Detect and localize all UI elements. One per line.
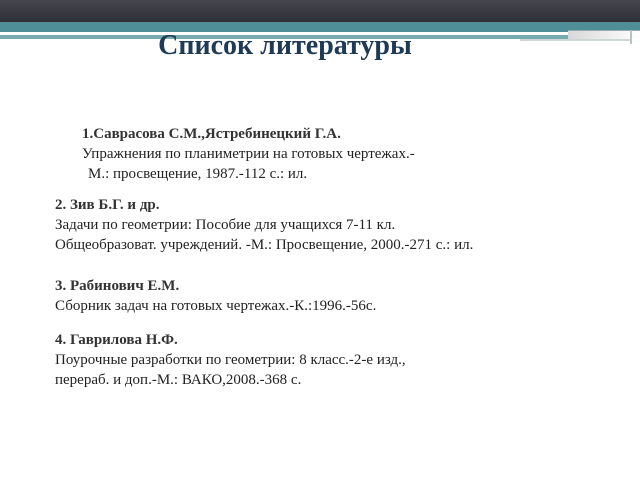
header-accent-vertical xyxy=(630,30,632,44)
reference-author: 2. Зив Б.Г. и др. xyxy=(55,197,160,213)
reference-author: 1.Саврасова С.М.,Ястребинецкий Г.А. xyxy=(82,126,341,142)
reference-item-1 xyxy=(82,124,415,184)
reference-line: перераб. и доп.-М.: ВАКО,2008.-368 с. xyxy=(55,372,302,388)
reference-line: Упражнения по планиметрии на готовых чертежах.- xyxy=(82,146,415,162)
reference-item-2 xyxy=(55,195,473,255)
reference-item-4 xyxy=(55,330,406,390)
reference-author: 3. Рабинович Е.М. xyxy=(55,278,180,294)
reference-item-3 xyxy=(55,276,376,316)
reference-line: М.: просвещение, 1987.-112 с.: ил. xyxy=(88,166,308,182)
page-title: Список литературы xyxy=(158,30,412,61)
reference-line: Задачи по геометрии: Пособие для учащихся 7-11 кл. xyxy=(55,217,396,233)
reference-line: Поурочные разработки по геометрии: 8 класс.-2-е изд., xyxy=(55,352,406,368)
reference-author: 4. Гаврилова Н.Ф. xyxy=(55,332,178,348)
reference-line: Общеобразоват. учреждений. -М.: Просвещение, 2000.-271 с.: ил. xyxy=(55,237,474,253)
header-band-dark xyxy=(0,0,640,22)
reference-line: Сборник задач на готовых чертежах.-К.:1996.-56с. xyxy=(55,298,377,314)
